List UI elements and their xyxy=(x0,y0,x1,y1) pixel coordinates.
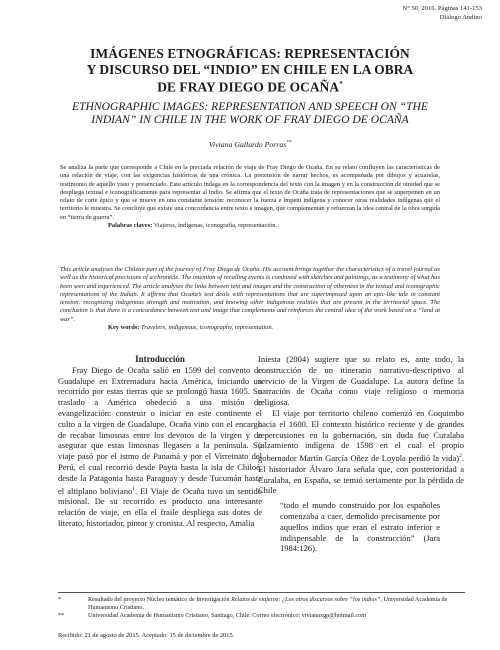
title-english xyxy=(40,100,460,126)
footnote-text-end: , Universidad Academia de Humanismo Cristiano. xyxy=(88,596,448,612)
footnote-text: Resultado del proyecto Núcleo temático de Investigación xyxy=(88,596,232,603)
footnote-text: Universidad Academia de Humanismo Cristiano, Santiago, Chile. Correo electrónico: vivianaxgp@hotmail.com xyxy=(88,612,367,620)
author-name: Viviana Gallardo Porras xyxy=(208,140,287,149)
abstract-spanish xyxy=(60,164,440,230)
footnote-ref: 2 xyxy=(459,453,462,460)
footnote-mark: * xyxy=(58,596,62,603)
body-paragraph xyxy=(258,408,464,496)
body-column-left xyxy=(58,354,262,529)
footnote-mark: ** xyxy=(58,612,65,620)
body-paragraph: Iniesta (2004) sugiere que su relato es, ante todo, la construcción de un itinerario narrativo-descriptivo al servicio de la Virgen de Guadalupe. La autora define la narración de Ocaña como viaje religioso o memoria religiosa. xyxy=(258,354,464,408)
section-heading: Introducción xyxy=(135,354,185,364)
paragraph-text-end: . El historiador Álvaro Jara señala que, con posterioridad a Curalaba, en España, se temió seriamente por la pérdida de Chile xyxy=(258,453,464,496)
footnote-italic-title: Relatos de viajeros: ¿Los otros discursos sobre “los indios” xyxy=(231,596,381,603)
paragraph-text: Fray Diego de Ocaña salió en 1599 del convento de Guadalupe en Extremadura hacia América, iniciando un recorrido por estas tierras que se prolongó hasta 1605. Su traslado a América obedeció a una misión de evangelización: construir o iniciar en este continente el culto a la virgen de Guadalupe. Ocaña vino con el encargo de recabar limosnas entre los devotos de la virgen y de asegurar que estas limosnas llegasen a la península. Su viaje pasó por el istmo de Panamá y por el Virreinato del Perú, el cual recorrió desde Payta hasta la isla de Chiloé, desde la Patagonia hasta Paraguay y desde Tucumán hasta el altiplano boliviano xyxy=(58,364,262,496)
received-dates: Recibido: 21 de agosto de 2015. Aceptado: 15 de diciembre de 2015. xyxy=(58,632,235,639)
footnote-ref: 1 xyxy=(132,485,135,492)
title-block xyxy=(40,46,460,127)
footnote-project xyxy=(58,596,466,612)
keywords-es xyxy=(60,222,277,229)
title-footnote-mark: * xyxy=(339,80,343,89)
paragraph-text-end: . El Viaje de Ocaña tuvo un sentido misional. De su recorrido es producto una interesante relación de viaje, en ella el fraile despliega sus dotes de literato, historiador, pintor y cronista. Al respecto, Amalia xyxy=(58,485,262,528)
title-spanish xyxy=(40,46,460,95)
abstract-en-text: This article analyses the Chilean part of the journey of Fray Diego de Ocaña. His account brings together the characteristics of a travel journal as well as the historical precisions of a chronicle. The intention of recalling events is combined with sketches and paintings, as a testimony of what has been seen and experienced. The article analyses the links between text and images and the construction of otherness in the textual and iconographic representations of the Indian. It affirms that Ocaña’s text deals with representations that are superimposed upon an epic-like tale in constant tension: recognizing indigenous strength and motivation, and knowing other indigenous realities that are present in the territorial space. The conclusion is that there is a concordance between text and image that complements and reinforces the central idea of the work based on a “land at war”. xyxy=(60,266,440,323)
footnote-affiliation xyxy=(58,612,466,620)
title-en-line-2: INDIAN” IN CHILE IN THE WORK OF FRAY DIEGO DE OCAÑA xyxy=(91,113,409,127)
keywords-en xyxy=(60,324,273,331)
keywords-es-text: Viajeros, indígenas, iconografía, representación. xyxy=(153,222,277,230)
block-quote: “todo el mundo construido por los españoles comenzaba a caer, demolido precisamente por aquellos indios que eran el estrato inferior e indispensable de la construcción” (Jara 1984:126). xyxy=(280,500,440,554)
author-footnote-mark: ** xyxy=(286,140,292,146)
title-es-line-3: DE FRAY DIEGO DE OCAÑA xyxy=(157,79,340,95)
keywords-en-text: Travelers, indigenous, iconography, representation. xyxy=(141,324,274,332)
footnotes xyxy=(58,596,466,621)
journal-name: Diálogo Andino xyxy=(439,14,482,21)
title-en-line-1: ETHNOGRAPHIC IMAGES: REPRESENTATION AND SPEECH ON “THE xyxy=(72,100,428,114)
paragraph-text: El viaje por territorio chileno comenzó en Coquimbo hacia el 1600. El contexto histórico reciente y de grandes repercusiones en la gobernación, sin duda fue Curalaba (alzamiento indígena de 1598 en el cual el propio gobernador Martín García Oñez de Loyola perdió la vida) xyxy=(258,407,464,463)
issue-info: N° 50, 2016. Páginas 141-153 xyxy=(402,5,482,12)
keywords-es-label: Palabras claves: xyxy=(108,222,153,230)
title-es-line-2: Y DISCURSO DEL “INDIO” EN CHILE EN LA OBRA xyxy=(86,61,414,77)
body-paragraph xyxy=(58,365,262,529)
footnote-divider xyxy=(58,592,465,593)
abstract-english xyxy=(60,266,440,332)
journal-header xyxy=(402,4,482,22)
author-line xyxy=(0,140,500,149)
abstract-es-text: Se analiza la parte que corresponde a Chile en la preciada relación de viaje de Fray Diego de Ocaña. En su relato confluyen las características de una relación de viaje, con las exigencias históricas de una crónica. La pretensión de narrar hechos, es acompañada por dibujos y acuarelas, testimonio de aquello visto y presenciado. Este artículo indaga en la correspondencia del texto con la imagen y en la construcción de otredad que se despliega textual e iconográficamente para representar al indio. Se afirma que el texto de Ocaña trata de representaciones que se superponen en un relato de corte épico y que se mueve en una constante tensión: reconocer la fuerza e ímpetu indígena y conocer otras realidades indígenas que el territorio le muestra. Se concluye que existe una concordancia entre texto e imagen, que complementan y refuerzan la idea central de la obra surgida en “tierra de guerra”. xyxy=(60,164,440,221)
title-es-line-1: IMÁGENES ETNOGRÁFICAS: REPRESENTACIÓN xyxy=(90,46,410,61)
body-column-right xyxy=(258,354,464,554)
keywords-en-label: Key words: xyxy=(108,324,140,332)
